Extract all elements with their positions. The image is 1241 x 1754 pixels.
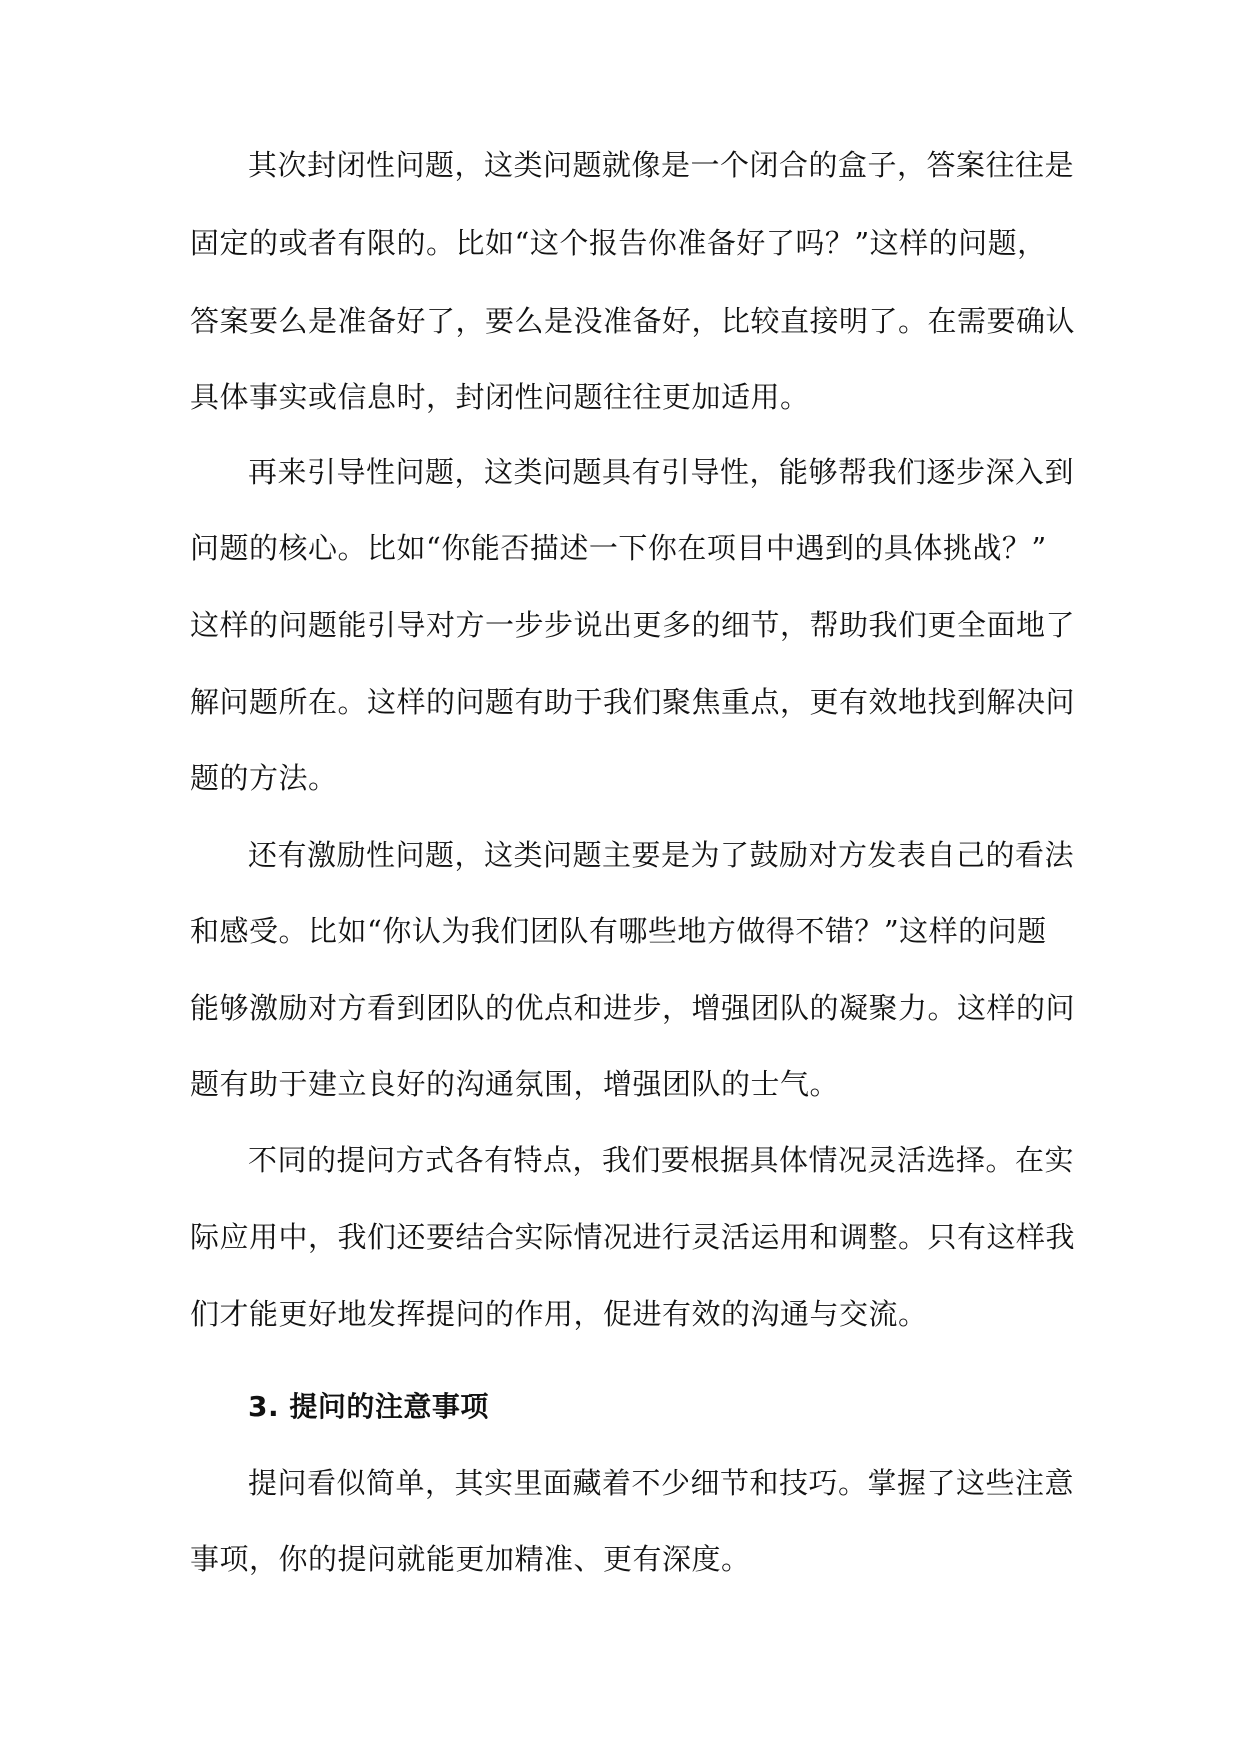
paragraph-2-line-2: 问题的核心。比如“你能否描述一下你在项目中遇到的具体挑战？” xyxy=(190,531,1047,565)
paragraph-5-line-1: 提问看似简单，其实里面藏着不少细节和技巧。掌握了这些注意 xyxy=(248,1466,1075,1500)
paragraph-1-line-4: 具体事实或信息时，封闭性问题往往更加适用。 xyxy=(190,380,810,414)
paragraph-4-line-1: 不同的提问方式各有特点，我们要根据具体情况灵活选择。在实 xyxy=(248,1143,1075,1177)
paragraph-1-line-1: 其次封闭性问题，这类问题就像是一个闭合的盒子，答案往往是 xyxy=(248,148,1075,182)
section-heading: 3. 提问的注意事项 xyxy=(248,1390,489,1423)
paragraph-3-line-4: 题有助于建立良好的沟通氛围，增强团队的士气。 xyxy=(190,1067,840,1101)
paragraph-3-line-2: 和感受。比如“你认为我们团队有哪些地方做得不错？”这样的问题 xyxy=(190,914,1047,948)
paragraph-3-line-3: 能够激励对方看到团队的优点和进步，增强团队的凝聚力。这样的问 xyxy=(190,991,1076,1025)
paragraph-2-line-5: 题的方法。 xyxy=(190,761,338,795)
paragraph-3-line-1: 还有激励性问题，这类问题主要是为了鼓励对方发表自己的看法 xyxy=(248,838,1075,872)
paragraph-4-line-3: 们才能更好地发挥提问的作用，促进有效的沟通与交流。 xyxy=(190,1297,928,1331)
paragraph-2-line-1: 再来引导性问题，这类问题具有引导性，能够帮我们逐步深入到 xyxy=(248,455,1075,489)
paragraph-4-line-2: 际应用中，我们还要结合实际情况进行灵活运用和调整。只有这样我 xyxy=(190,1220,1076,1254)
paragraph-5-line-2: 事项，你的提问就能更加精准、更有深度。 xyxy=(190,1542,751,1576)
paragraph-2-line-4: 解问题所在。这样的问题有助于我们聚焦重点，更有效地找到解决问 xyxy=(190,685,1076,719)
paragraph-1-line-3: 答案要么是准备好了，要么是没准备好，比较直接明了。在需要确认 xyxy=(190,304,1076,338)
paragraph-1-line-2: 固定的或者有限的。比如“这个报告你准备好了吗？”这样的问题， xyxy=(190,226,1047,260)
paragraph-2-line-3: 这样的问题能引导对方一步步说出更多的细节，帮助我们更全面地了 xyxy=(190,608,1076,642)
